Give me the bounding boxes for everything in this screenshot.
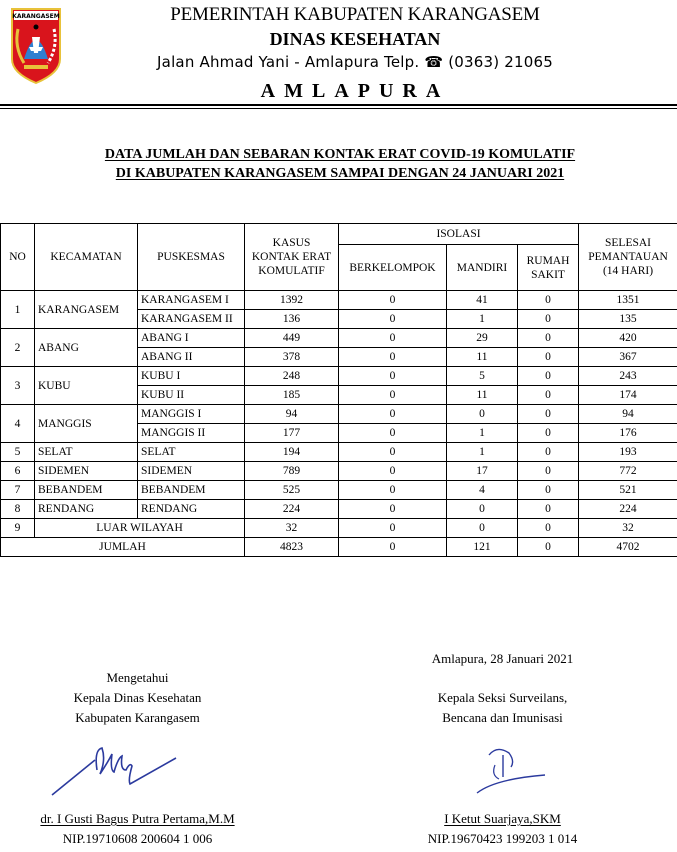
cell-rumah-sakit: 0 bbox=[518, 386, 579, 405]
karangasem-logo bbox=[10, 7, 60, 79]
cell-kasus: 185 bbox=[245, 386, 339, 405]
cell-puskesmas: RENDANG bbox=[138, 500, 245, 519]
address: Jalan Ahmad Yani - Amlapura Telp. bbox=[157, 53, 420, 71]
cell-rumah-sakit: 0 bbox=[518, 348, 579, 367]
cell-berkelompok: 0 bbox=[339, 348, 447, 367]
cell-kecamatan: KUBU bbox=[35, 367, 138, 405]
cell-berkelompok: 0 bbox=[339, 424, 447, 443]
document-title-line1: DATA JUMLAH DAN SEBARAN KONTAK ERAT COVID-19 KOMULATIF bbox=[104, 147, 576, 162]
cell-no: 6 bbox=[1, 462, 35, 481]
cell-puskesmas: KUBU II bbox=[138, 386, 245, 405]
cell-rumah-sakit: 0 bbox=[518, 424, 579, 443]
cell-kasus: 789 bbox=[245, 462, 339, 481]
cell-no: 7 bbox=[1, 481, 35, 500]
cell-selesai: 176 bbox=[579, 424, 677, 443]
cell-berkelompok: 0 bbox=[339, 519, 447, 538]
cell-mandiri: 29 bbox=[447, 329, 518, 348]
cell-rumah-sakit: 0 bbox=[518, 462, 579, 481]
left-signature-block bbox=[20, 668, 255, 728]
cell-kasus: 94 bbox=[245, 405, 339, 424]
left-position-title: Kepala Dinas Kesehatan bbox=[73, 690, 202, 705]
address-line bbox=[120, 53, 590, 71]
left-signatory bbox=[20, 809, 255, 849]
cell-mandiri: 5 bbox=[447, 367, 518, 386]
cell-mandiri: 1 bbox=[447, 310, 518, 329]
cell-selesai: 193 bbox=[579, 443, 677, 462]
cell-luar-wilayah: LUAR WILAYAH bbox=[35, 519, 245, 538]
left-signatory-name: dr. I Gusti Bagus Putra Pertama,M.M bbox=[40, 811, 235, 826]
cell-total-kasus: 4823 bbox=[245, 538, 339, 557]
acknowledged-label: Mengetahui bbox=[106, 670, 169, 685]
cell-berkelompok: 0 bbox=[339, 462, 447, 481]
cell-mandiri: 11 bbox=[447, 348, 518, 367]
cell-puskesmas: ABANG I bbox=[138, 329, 245, 348]
cell-berkelompok: 0 bbox=[339, 500, 447, 519]
cell-mandiri: 17 bbox=[447, 462, 518, 481]
right-signature-block bbox=[385, 688, 620, 728]
phone-number: (0363) 21065 bbox=[448, 53, 553, 71]
cell-kasus: 177 bbox=[245, 424, 339, 443]
table-row bbox=[1, 329, 677, 348]
cell-berkelompok: 0 bbox=[339, 405, 447, 424]
cell-no: 4 bbox=[1, 405, 35, 443]
cell-rumah-sakit: 0 bbox=[518, 443, 579, 462]
table-row bbox=[1, 500, 677, 519]
cell-rumah-sakit: 0 bbox=[518, 519, 579, 538]
cell-selesai: 243 bbox=[579, 367, 677, 386]
cell-selesai: 32 bbox=[579, 519, 677, 538]
cell-berkelompok: 0 bbox=[339, 443, 447, 462]
right-signatory bbox=[385, 809, 620, 849]
cell-rumah-sakit: 0 bbox=[518, 481, 579, 500]
header-mandiri: MANDIRI bbox=[447, 245, 518, 291]
cell-berkelompok: 0 bbox=[339, 329, 447, 348]
left-position-region: Kabupaten Karangasem bbox=[75, 710, 200, 725]
cell-kecamatan: RENDANG bbox=[35, 500, 138, 519]
cell-berkelompok: 0 bbox=[339, 386, 447, 405]
header-kasus: KASUS KONTAK ERAT KOMULATIF bbox=[245, 224, 339, 291]
left-signature-icon bbox=[50, 740, 180, 800]
cell-kasus: 248 bbox=[245, 367, 339, 386]
cell-mandiri: 41 bbox=[447, 291, 518, 310]
cell-mandiri: 0 bbox=[447, 519, 518, 538]
table-row-total bbox=[1, 538, 677, 557]
cell-total-rumah-sakit: 0 bbox=[518, 538, 579, 557]
table-row bbox=[1, 481, 677, 500]
cell-berkelompok: 0 bbox=[339, 367, 447, 386]
cell-kasus: 378 bbox=[245, 348, 339, 367]
cell-mandiri: 4 bbox=[447, 481, 518, 500]
cell-mandiri: 0 bbox=[447, 405, 518, 424]
table-row bbox=[1, 405, 677, 424]
contact-tracing-table bbox=[0, 223, 677, 557]
cell-no: 2 bbox=[1, 329, 35, 367]
header-selesai: SELESAI PEMANTAUAN (14 HARI) bbox=[579, 224, 677, 291]
header-kecamatan: KECAMATAN bbox=[35, 224, 138, 291]
cell-puskesmas: ABANG II bbox=[138, 348, 245, 367]
cell-no: 5 bbox=[1, 443, 35, 462]
cell-no: 3 bbox=[1, 367, 35, 405]
document-title-line2: DI KABUPATEN KARANGASEM SAMPAI DENGAN 24 JANUARI 2021 bbox=[115, 166, 565, 181]
right-position-title: Kepala Seksi Surveilans, bbox=[437, 690, 568, 705]
right-signatory-name: I Ketut Suarjaya,SKM bbox=[444, 811, 561, 826]
cell-total-berkelompok: 0 bbox=[339, 538, 447, 557]
cell-puskesmas: KARANGASEM II bbox=[138, 310, 245, 329]
table-body bbox=[1, 291, 677, 557]
cell-puskesmas: KARANGASEM I bbox=[138, 291, 245, 310]
cell-kasus: 32 bbox=[245, 519, 339, 538]
logo-label: KARANGASEM bbox=[12, 13, 60, 20]
header-berkelompok: BERKELOMPOK bbox=[339, 245, 447, 291]
cell-kecamatan: KARANGASEM bbox=[35, 291, 138, 329]
cell-kasus: 194 bbox=[245, 443, 339, 462]
cell-total-selesai: 4702 bbox=[579, 538, 677, 557]
cell-kasus: 525 bbox=[245, 481, 339, 500]
letterhead-divider bbox=[0, 104, 677, 106]
cell-puskesmas: SELAT bbox=[138, 443, 245, 462]
header-puskesmas: PUSKESMAS bbox=[138, 224, 245, 291]
department-name: DINAS KESEHATAN bbox=[269, 29, 441, 49]
cell-puskesmas: SIDEMEN bbox=[138, 462, 245, 481]
cell-kecamatan: MANGGIS bbox=[35, 405, 138, 443]
cell-selesai: 367 bbox=[579, 348, 677, 367]
cell-puskesmas: MANGGIS II bbox=[138, 424, 245, 443]
right-position-unit: Bencana dan Imunisasi bbox=[442, 710, 563, 725]
city-name: AMLAPURA bbox=[260, 80, 450, 102]
table-row bbox=[1, 291, 677, 310]
cell-selesai: 772 bbox=[579, 462, 677, 481]
right-signatory-nip: NIP.19670423 199203 1 014 bbox=[427, 831, 578, 846]
cell-puskesmas: KUBU I bbox=[138, 367, 245, 386]
cell-selesai: 420 bbox=[579, 329, 677, 348]
cell-kecamatan: BEBANDEM bbox=[35, 481, 138, 500]
government-name: PEMERINTAH KABUPATEN KARANGASEM bbox=[170, 4, 540, 25]
cell-no: 1 bbox=[1, 291, 35, 329]
telephone-icon: ☎ bbox=[424, 53, 444, 71]
cell-kecamatan: SELAT bbox=[35, 443, 138, 462]
header-no: NO bbox=[1, 224, 35, 291]
cell-selesai: 174 bbox=[579, 386, 677, 405]
cell-selesai: 224 bbox=[579, 500, 677, 519]
cell-kasus: 1392 bbox=[245, 291, 339, 310]
table-row bbox=[1, 367, 677, 386]
cell-berkelompok: 0 bbox=[339, 291, 447, 310]
place-date: Amlapura, 28 Januari 2021 bbox=[431, 651, 574, 666]
crest-icon bbox=[10, 7, 62, 85]
cell-mandiri: 11 bbox=[447, 386, 518, 405]
cell-rumah-sakit: 0 bbox=[518, 405, 579, 424]
table-row bbox=[1, 443, 677, 462]
header-isolasi: ISOLASI bbox=[339, 224, 579, 245]
cell-kasus: 449 bbox=[245, 329, 339, 348]
right-signature-icon bbox=[475, 745, 550, 795]
cell-total-label: JUMLAH bbox=[1, 538, 245, 557]
cell-puskesmas: BEBANDEM bbox=[138, 481, 245, 500]
cell-rumah-sakit: 0 bbox=[518, 329, 579, 348]
letterhead-divider-thin bbox=[0, 108, 677, 109]
cell-selesai: 521 bbox=[579, 481, 677, 500]
cell-puskesmas: MANGGIS I bbox=[138, 405, 245, 424]
table-row bbox=[1, 462, 677, 481]
cell-kecamatan: ABANG bbox=[35, 329, 138, 367]
cell-kasus: 224 bbox=[245, 500, 339, 519]
cell-rumah-sakit: 0 bbox=[518, 291, 579, 310]
cell-berkelompok: 0 bbox=[339, 481, 447, 500]
cell-rumah-sakit: 0 bbox=[518, 367, 579, 386]
table-row-luar-wilayah bbox=[1, 519, 677, 538]
cell-kasus: 136 bbox=[245, 310, 339, 329]
cell-selesai: 135 bbox=[579, 310, 677, 329]
cell-berkelompok: 0 bbox=[339, 310, 447, 329]
cell-no: 8 bbox=[1, 500, 35, 519]
cell-mandiri: 1 bbox=[447, 424, 518, 443]
left-signatory-nip: NIP.19710608 200604 1 006 bbox=[62, 831, 213, 846]
cell-total-mandiri: 121 bbox=[447, 538, 518, 557]
cell-no: 9 bbox=[1, 519, 35, 538]
cell-mandiri: 1 bbox=[447, 443, 518, 462]
cell-kecamatan: SIDEMEN bbox=[35, 462, 138, 481]
cell-rumah-sakit: 0 bbox=[518, 500, 579, 519]
cell-selesai: 1351 bbox=[579, 291, 677, 310]
cell-selesai: 94 bbox=[579, 405, 677, 424]
cell-rumah-sakit: 0 bbox=[518, 310, 579, 329]
header-rumah-sakit: RUMAH SAKIT bbox=[518, 245, 579, 291]
cell-mandiri: 0 bbox=[447, 500, 518, 519]
